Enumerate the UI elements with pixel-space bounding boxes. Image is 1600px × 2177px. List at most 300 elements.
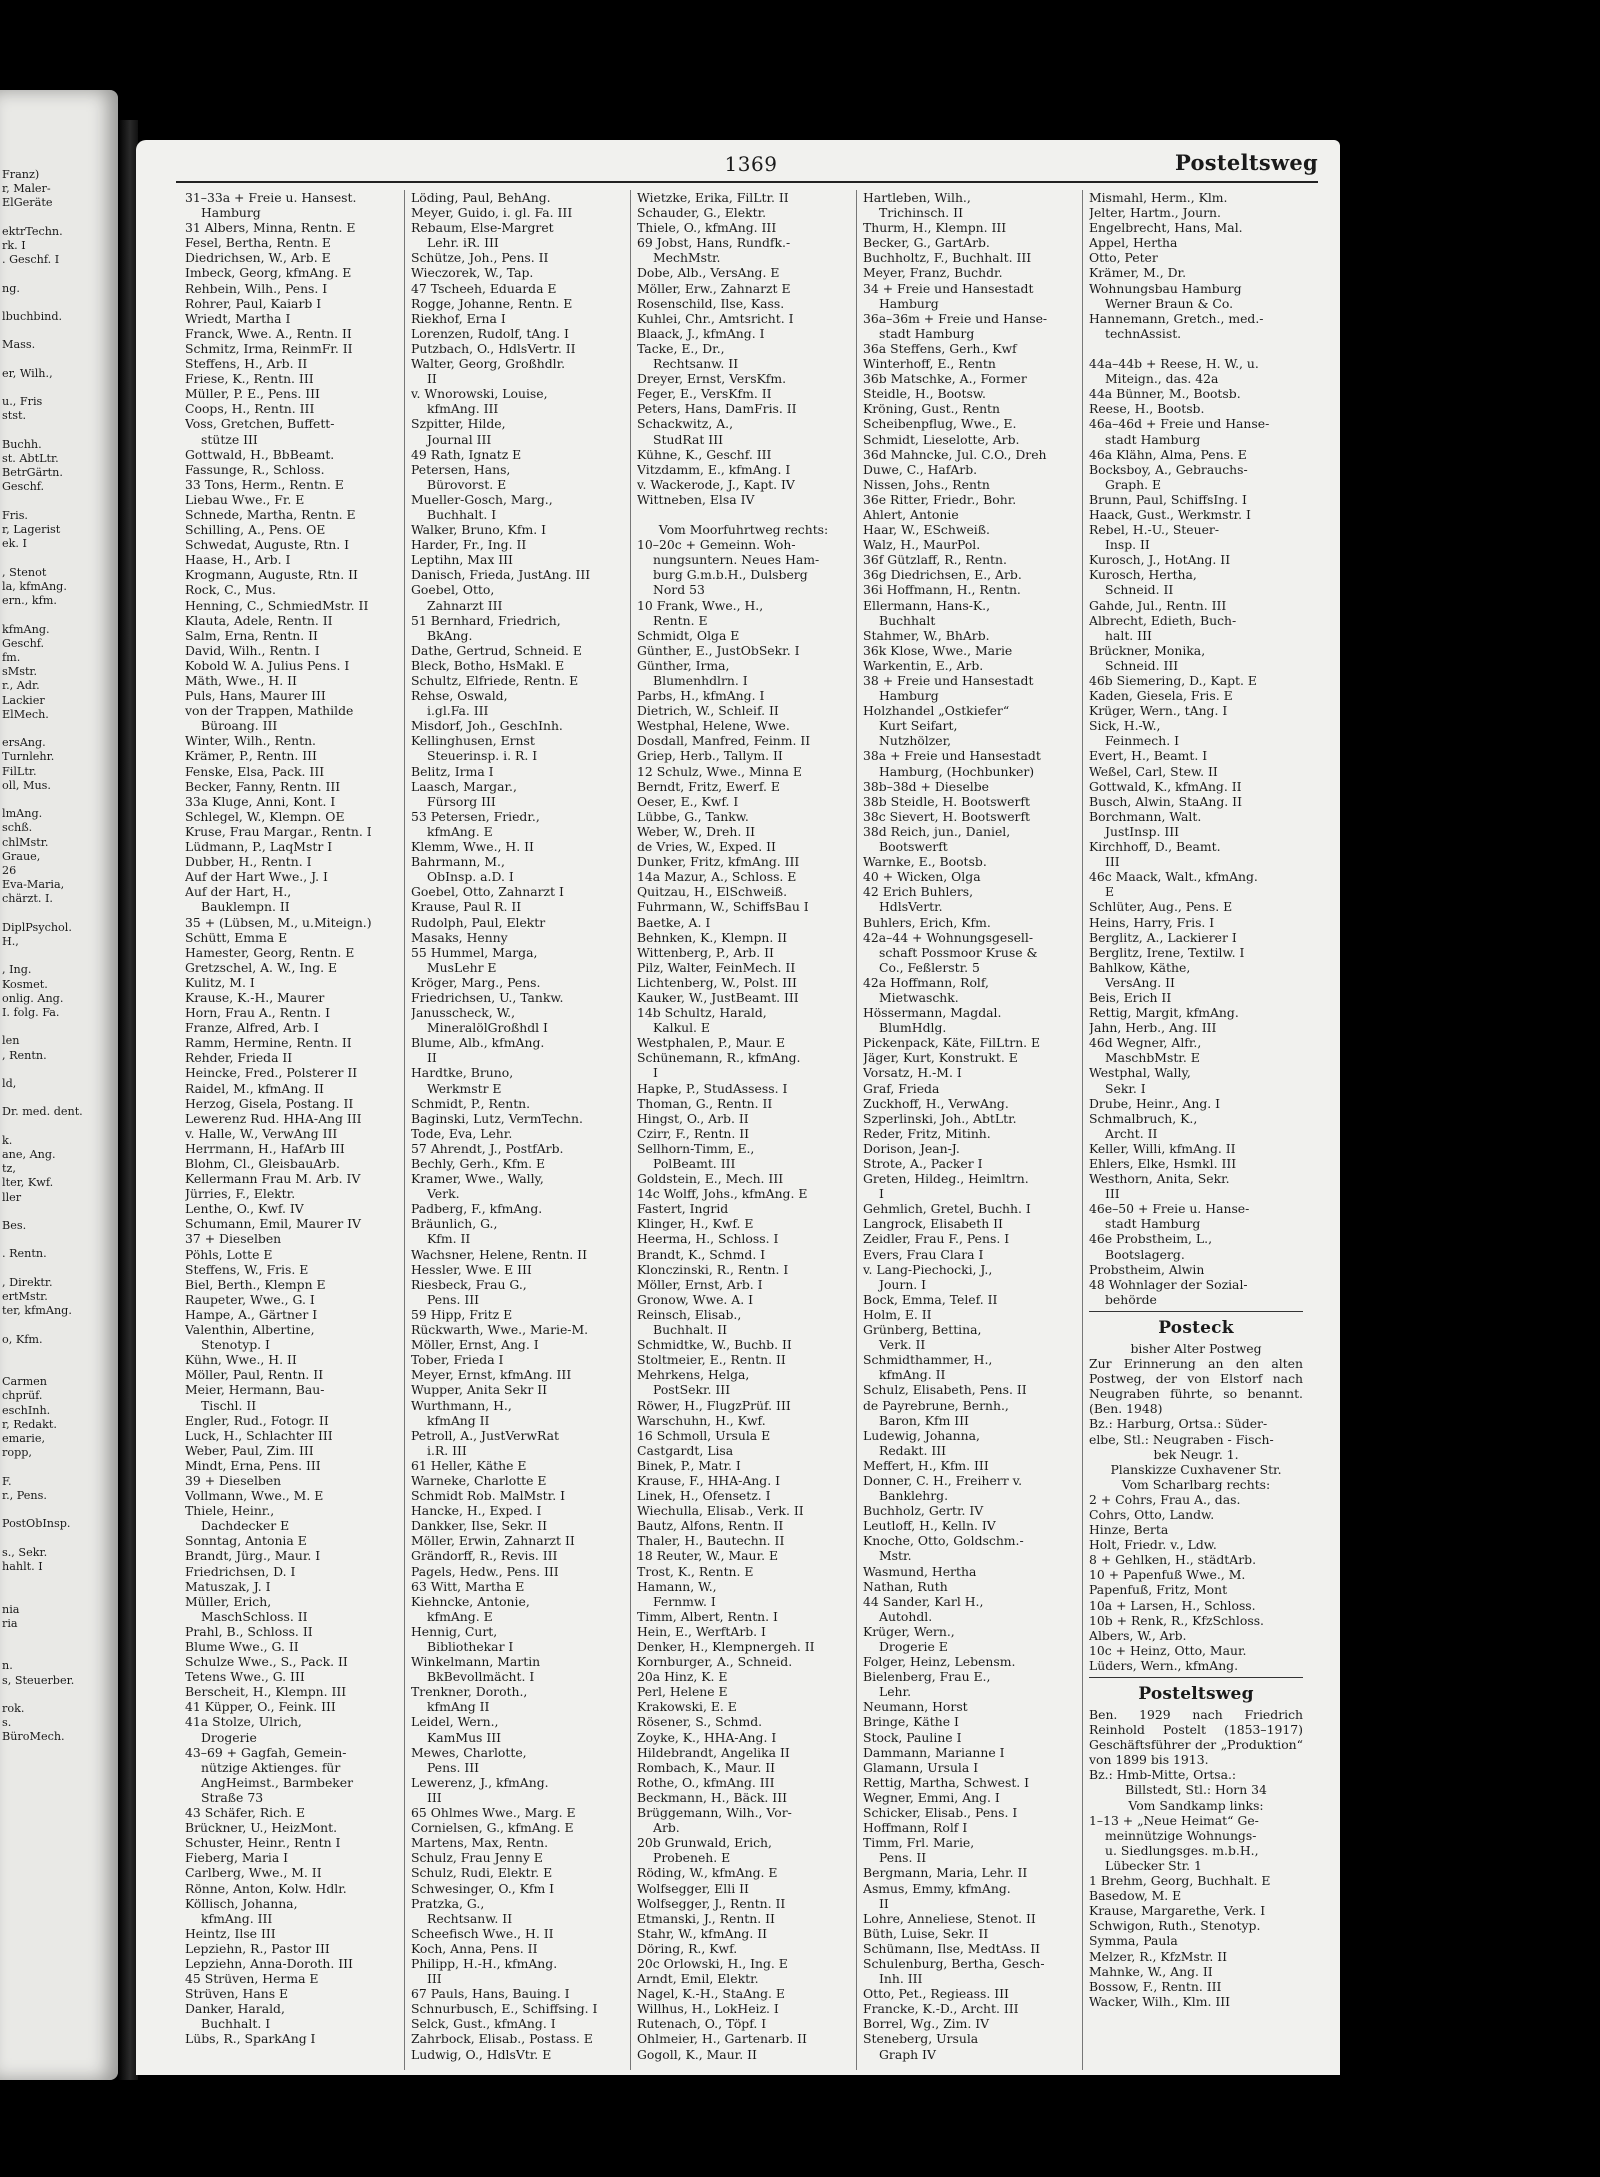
directory-entry: Lepziehn, Anna-Doroth. III xyxy=(185,1955,353,1971)
directory-entry: KamMus III xyxy=(427,1729,502,1745)
directory-entry: i.R. III xyxy=(427,1442,467,1458)
directory-entry: Graph. E xyxy=(1105,476,1162,492)
directory-entry: 34 + Freie und Hansestadt xyxy=(863,280,1034,296)
directory-entry: Werkmstr E xyxy=(427,1080,502,1096)
directory-entry: Leidel, Wern., xyxy=(411,1714,499,1730)
directory-entry: Müller, P. E., Pens. III xyxy=(185,386,320,402)
directory-entry: Meyer, Ernst, kfmAng. III xyxy=(411,1367,572,1383)
directory-columns xyxy=(179,190,1320,2070)
street-description: Ben. 1929 nach Friedrich Reinhold Postelt (1853–1917) Geschäftsführer der „Produktion“ von 1899 bis 1913. xyxy=(1089,1707,1303,1768)
left-fragment-line xyxy=(0,267,83,281)
directory-entry: Selck, Gust., kfmAng. I xyxy=(411,2016,556,2032)
directory-entry: 65 Ohlmes Wwe., Marg. E xyxy=(411,1805,576,1821)
directory-entry: 20b Grunwald, Erich, xyxy=(637,1835,772,1851)
directory-entry: 48 Wohnlager der Sozial- xyxy=(1089,1276,1248,1292)
directory-entry: Steffens, H., Arb. II xyxy=(185,356,308,372)
book-gutter xyxy=(118,120,138,2080)
directory-entry: Appel, Hertha xyxy=(1089,235,1178,251)
left-fragment-line xyxy=(0,495,83,509)
directory-entry: Weber, Paul, Zim. III xyxy=(185,1442,314,1458)
directory-entry: 69 Jobst, Hans, Rundfk.- xyxy=(637,235,791,251)
directory-entry: Winkelmann, Martin xyxy=(411,1654,541,1670)
directory-entry: Lehr. xyxy=(879,1684,912,1700)
directory-entry: Warschuhn, H., Kwf. xyxy=(637,1412,766,1428)
directory-entry: Wachsner, Helene, Rentn. II xyxy=(411,1246,587,1262)
directory-entry: Rombach, K., Maur. II xyxy=(637,1759,776,1775)
directory-entry: Journal III xyxy=(427,431,492,447)
directory-entry: Engelbrecht, Hans, Mal. xyxy=(1089,220,1243,236)
directory-entry: Schmidt, Lieselotte, Arb. xyxy=(863,431,1020,447)
directory-entry: BkAng. xyxy=(427,627,473,643)
directory-entry: Wasmund, Hertha xyxy=(863,1563,977,1579)
directory-entry: 49 Rath, Ignatz E xyxy=(411,446,522,462)
directory-entry: 38b–38d + Dieselbe xyxy=(863,778,989,794)
directory-entry: 36b Matschke, A., Former xyxy=(863,371,1027,387)
directory-entry: Wolfsegger, J., Rentn. II xyxy=(637,1895,786,1911)
directory-entry: Möller, Ernst, Arb. I xyxy=(637,1276,763,1292)
directory-entry: Basedow, M. E xyxy=(1089,1888,1182,1904)
directory-entry: Bechly, Gerh., Kfm. E xyxy=(411,1156,546,1171)
left-fragment-line: er, Wilh., xyxy=(2,366,53,380)
directory-entry: Belitz, Irma I xyxy=(411,763,494,779)
street-description: Zur Erinnerung an den alten Postweg, der von Elstorf nach Neugraben führte, so benannt. (Ben. 1948) xyxy=(1089,1356,1303,1417)
left-fragment-line xyxy=(0,1233,83,1247)
left-fragment-line xyxy=(0,1631,83,1645)
left-fragment-line xyxy=(0,324,83,338)
directory-entry: Brüggemann, Wilh., Vor- xyxy=(637,1805,792,1821)
directory-entry: 14c Wolff, Johs., kfmAng. E xyxy=(637,1186,808,1202)
directory-entry: Hardtke, Bruno, xyxy=(411,1065,514,1081)
directory-entry: Grünberg, Bettina, xyxy=(863,1322,982,1338)
directory-entry: 36a Steffens, Gerh., Kwf xyxy=(863,340,1017,356)
left-fragment-line: ng. xyxy=(2,281,20,295)
street-heading: Posteck xyxy=(1158,1317,1234,1338)
directory-entry: Rechtsanw. II xyxy=(653,356,739,372)
left-fragment-line xyxy=(0,1588,83,1602)
directory-entry: Schackwitz, A., xyxy=(637,416,734,432)
directory-entry: Rückwarth, Wwe., Marie-M. xyxy=(411,1322,589,1338)
directory-entry: Becker, Fanny, Rentn. III xyxy=(185,778,341,794)
directory-entry: Dobe, Alb., VersAng. E xyxy=(637,265,780,281)
left-fragment-line xyxy=(0,296,83,310)
left-fragment-line xyxy=(0,1645,83,1659)
directory-entry: 67 Pauls, Hans, Bauing. I xyxy=(411,1986,570,2002)
directory-entry: 20a Hinz, K. E xyxy=(637,1669,728,1685)
directory-entry: Möller, Paul, Rentn. II xyxy=(185,1367,324,1383)
directory-entry: Klinger, H., Kwf. E xyxy=(637,1216,754,1232)
directory-entry: Pens. III xyxy=(427,1291,480,1307)
directory-entry: Köllisch, Johanna, xyxy=(185,1895,298,1911)
directory-entry: technAssist. xyxy=(1105,325,1182,341)
left-fragment-line: onlig. Ang. xyxy=(2,991,64,1005)
left-fragment-line: oll, Mus. xyxy=(2,778,51,792)
directory-entry: 46e–50 + Freie u. Hanse- xyxy=(1089,1201,1250,1217)
directory-entry: III xyxy=(1105,854,1120,870)
directory-entry: Voss, Gretchen, Buffett- xyxy=(185,416,335,432)
directory-entry: Gogoll, K., Maur. II xyxy=(637,2046,757,2062)
directory-entry: Matuszak, J. I xyxy=(185,1578,271,1594)
directory-entry: Banklehrg. xyxy=(879,1488,949,1504)
directory-entry: Baginski, Lutz, VermTechn. xyxy=(411,1110,583,1126)
directory-entry: 10a + Larsen, H., Schloss. xyxy=(1089,1597,1256,1613)
directory-entry: Müller, Erich, xyxy=(185,1593,272,1609)
directory-entry: Fesel, Bertha, Rentn. E xyxy=(185,235,331,251)
directory-entry: Coops, H., Rentn. III xyxy=(185,401,315,417)
left-fragment-line: lbuchbind. xyxy=(2,310,63,324)
directory-entry: Rösener, S., Schmd. xyxy=(637,1714,763,1730)
directory-entry: Dunker, Fritz, kfmAng. III xyxy=(637,854,800,870)
directory-entry: Engler, Rud., Fotogr. II xyxy=(185,1412,329,1428)
left-fragment-line xyxy=(0,1688,83,1702)
directory-entry: Vom Moorfuhrtweg rechts: xyxy=(658,522,829,538)
left-fragment-line xyxy=(0,722,83,736)
directory-entry: Willhus, H., LokHeiz. I xyxy=(637,2001,779,2017)
directory-entry: Nagel, K.-H., StaAng. E xyxy=(637,1986,785,2002)
directory-entry: Laasch, Margar., xyxy=(411,778,517,794)
left-fragment-line: ektrTechn. xyxy=(2,224,63,238)
directory-entry: Hamburg xyxy=(879,688,939,704)
directory-entry: Schumann, Emil, Maurer IV xyxy=(185,1216,361,1232)
directory-entry: Buchholz, Gertr. IV xyxy=(863,1503,984,1519)
directory-entry: 59 Hipp, Fritz E xyxy=(411,1306,513,1322)
directory-entry: Dammann, Marianne I xyxy=(863,1744,1005,1760)
directory-entry: Strote, A., Packer I xyxy=(863,1156,983,1171)
left-fragment-line: s, Steuerber. xyxy=(2,1673,75,1687)
left-fragment-line: r., Pens. xyxy=(2,1488,47,1502)
left-fragment-line: , Direktr. xyxy=(2,1275,53,1289)
directory-entry: Beis, Erich II xyxy=(1089,989,1172,1005)
directory-entry: Pratzka, G., xyxy=(411,1895,485,1911)
directory-entry: Büroang. III xyxy=(201,718,278,734)
directory-entry: MaschSchloss. II xyxy=(201,1608,308,1624)
directory-entry: Schütze, Joh., Pens. II xyxy=(411,250,549,266)
directory-entry: Blaack, J., kfmAng. I xyxy=(637,325,765,341)
directory-entry: 43–69 + Gagfah, Gemein- xyxy=(185,1744,347,1760)
directory-entry: Jahn, Herb., Ang. III xyxy=(1089,1020,1217,1036)
directory-entry: behörde xyxy=(1105,1291,1157,1307)
directory-entry: Graf, Frieda xyxy=(863,1080,940,1096)
directory-entry: 33 Tons, Herm., Rentn. E xyxy=(185,476,344,492)
directory-entry: Hamburg xyxy=(201,205,261,221)
directory-entry: Lorenzen, Rudolf, tAng. I xyxy=(411,325,569,341)
directory-entry: 44a–44b + Reese, H. W., u. xyxy=(1089,356,1259,372)
directory-entry: Mismahl, Herm., Klm. xyxy=(1089,190,1228,205)
directory-entry: Rönne, Anton, Kolw. Hdlr. xyxy=(185,1880,347,1896)
directory-entry: Schuster, Heinr., Rentn I xyxy=(185,1835,341,1851)
directory-entry: Wacker, Wilh., Klm. III xyxy=(1089,1993,1231,2009)
directory-entry: Thurm, H., Klempn. III xyxy=(863,220,1007,236)
directory-entry: III xyxy=(427,1971,442,1987)
column-2 xyxy=(405,190,631,2070)
directory-entry: 40 + Wicken, Olga xyxy=(863,869,981,885)
left-fragment-line: Eva-Maria, xyxy=(2,878,65,892)
directory-entry: Mäth, Wwe., H. II xyxy=(185,673,297,688)
directory-entry: Schümann, Ilse, MedtAss. II xyxy=(863,1940,1041,1956)
header-rule xyxy=(176,181,1318,183)
directory-entry: Hartleben, Wilh., xyxy=(863,190,971,205)
left-fragment-line xyxy=(0,1532,83,1546)
directory-entry: StudRat III xyxy=(653,431,723,447)
directory-entry: 10c + Heinz, Otto, Maur. xyxy=(1089,1642,1247,1658)
directory-entry: PostSekr. III xyxy=(653,1382,731,1398)
directory-entry: Kühn, Wwe., H. II xyxy=(185,1352,297,1368)
directory-entry: Gahde, Jul., Rentn. III xyxy=(1089,597,1227,613)
directory-entry: Baetke, A. I xyxy=(637,914,711,930)
directory-entry: 44a Bünner, M., Bootsb. xyxy=(1089,386,1241,402)
left-fragment-line: emarie, xyxy=(2,1432,46,1446)
directory-entry: Blume, Alb., kfmAng. xyxy=(411,1035,545,1051)
directory-entry: Rohrer, Paul, Kaiarb I xyxy=(185,295,322,311)
left-fragment-line: rok. xyxy=(2,1701,25,1715)
directory-entry: Dietrich, W., Schleif. II xyxy=(637,703,779,719)
left-fragment-line: len xyxy=(2,1034,20,1048)
directory-entry: Kellermann Frau M. Arb. IV xyxy=(185,1171,361,1187)
directory-entry: Bräunlich, G., xyxy=(411,1216,498,1232)
directory-entry: Langrock, Elisabeth II xyxy=(863,1216,1003,1232)
directory-entry: Bergmann, Maria, Lehr. II xyxy=(863,1865,1028,1881)
directory-entry: Bock, Emma, Telef. II xyxy=(863,1291,998,1307)
directory-entry: Friedrichsen, U., Tankw. xyxy=(411,989,564,1005)
directory-entry: Lepziehn, R., Pastor III xyxy=(185,1940,330,1956)
directory-entry: Haack, Gust., Werkmstr. I xyxy=(1089,506,1251,522)
directory-entry: Szperlinski, Joh., AbtLtr. xyxy=(863,1110,1017,1126)
directory-entry: Rothe, O., kfmAng. III xyxy=(637,1774,775,1790)
directory-entry: Schmidt Rob. MalMstr. I xyxy=(411,1488,565,1504)
directory-entry: Günther, Irma, xyxy=(637,657,730,673)
directory-entry: Buchhalt. I xyxy=(427,506,497,522)
directory-entry: 46a–46d + Freie und Hanse- xyxy=(1089,416,1270,432)
left-fragment-line: k. xyxy=(2,1133,13,1147)
directory-entry: Blume Wwe., G. II xyxy=(185,1639,299,1654)
directory-entry: Bahlkow, Käthe, xyxy=(1089,959,1191,975)
directory-entry: Möller, Ernst, Ang. I xyxy=(411,1337,539,1353)
directory-entry: Hessler, Wwe. E III xyxy=(411,1261,532,1277)
directory-entry: Rudolph, Paul, Elektr xyxy=(411,914,546,930)
directory-entry: Albers, W., Arb. xyxy=(1089,1627,1187,1643)
directory-entry: kfmAng. E xyxy=(427,823,493,839)
directory-entry: Jelter, Hartm., Journ. xyxy=(1089,205,1221,221)
directory-entry: Westphal, Wally, xyxy=(1089,1065,1191,1081)
directory-entry: Mueller-Gosch, Marg., xyxy=(411,491,553,507)
left-fragment-line: u., Fris xyxy=(2,395,43,409)
directory-entry: Lehr. iR. III xyxy=(427,235,499,251)
directory-entry: Warnke, E., Bootsb. xyxy=(863,854,987,870)
directory-entry: Brückner, Monika, xyxy=(1089,642,1206,658)
directory-entry: 31–33a + Freie u. Hansest. xyxy=(185,190,357,205)
directory-entry: Schmidt, Olga E xyxy=(637,627,740,643)
directory-entry: 14b Schultz, Harald, xyxy=(637,1005,767,1021)
directory-entry: Schneid. II xyxy=(1105,582,1174,598)
directory-entry: Kröning, Gust., Rentn xyxy=(863,401,1001,417)
directory-entry: Donner, C. H., Freiherr v. xyxy=(863,1472,1023,1488)
left-fragment-line xyxy=(0,949,83,963)
left-fragment-line: , Ing. xyxy=(2,963,32,977)
directory-entry: Cohrs, Otto, Landw. xyxy=(1089,1506,1215,1522)
directory-entry: Warneke, Charlotte E xyxy=(411,1472,547,1488)
directory-entry: Arndt, Emil, Elektr. xyxy=(637,1971,759,1987)
directory-entry: Hamester, Georg, Rentn. E xyxy=(185,944,355,960)
directory-entry: Horn, Frau A., Rentn. I xyxy=(185,1005,331,1021)
directory-entry: Grändorff, R., Revis. III xyxy=(411,1548,558,1564)
directory-entry: Holm, E. II xyxy=(863,1306,932,1322)
directory-entry: Cornielsen, G., kfmAng. E xyxy=(411,1820,574,1836)
directory-entry: Blumenhdlrn. I xyxy=(653,673,748,688)
directory-entry: 47 Tscheeh, Eduarda E xyxy=(411,280,557,296)
directory-entry: Knoche, Otto, Goldschm.- xyxy=(863,1533,1024,1549)
directory-entry: I xyxy=(879,1186,884,1202)
directory-entry: 42a–44 + Wohnungsgesell- xyxy=(863,929,1034,945)
directory-entry: 38d Reich, jun., Daniel, xyxy=(863,823,1011,839)
directory-entry: 36f Gützlaff, R., Rentn. xyxy=(863,552,1007,568)
directory-entry xyxy=(1089,341,1303,356)
directory-entry: Verk. xyxy=(427,1186,460,1202)
directory-entry: Pagels, Hedw., Pens. III xyxy=(411,1563,559,1579)
directory-entry: Evers, Frau Clara I xyxy=(863,1246,984,1262)
directory-entry: 33a Kluge, Anni, Kont. I xyxy=(185,793,336,809)
directory-entry: Szpitter, Hilde, xyxy=(411,416,506,432)
directory-entry: v. Halle, W., VerwAng III xyxy=(185,1125,338,1141)
directory-entry: Busch, Alwin, StaAng. II xyxy=(1089,793,1242,809)
directory-entry: Padberg, F., kfmAng. xyxy=(411,1201,543,1217)
left-page-edge xyxy=(0,90,118,2080)
directory-entry: Mietwaschk. xyxy=(879,989,959,1005)
directory-entry: Arb. xyxy=(653,1820,680,1836)
directory-entry: Binek, P., Matr. I xyxy=(637,1457,741,1473)
directory-entry: Trost, K., Rentn. E xyxy=(637,1563,754,1579)
directory-entry: 41a Stolze, Ulrich, xyxy=(185,1714,302,1730)
directory-entry: Rogge, Johanne, Rentn. E xyxy=(411,295,573,311)
directory-entry: 36i Hoffmann, H., Rentn. xyxy=(863,582,1021,598)
directory-entry: Weber, W., Dreh. II xyxy=(637,823,755,839)
directory-entry: Ludwig, O., HdlsVtr. E xyxy=(411,2046,552,2062)
directory-entry: Neumann, Horst xyxy=(863,1699,968,1715)
left-fragment-line: , Rentn. xyxy=(2,1048,47,1062)
directory-entry: halt. III xyxy=(1105,627,1152,643)
directory-entry: Scheefisch Wwe., H. II xyxy=(411,1925,554,1941)
directory-entry: Rettig, Margit, kfmAng. xyxy=(1089,1005,1239,1021)
directory-entry: 1 Brehm, Georg, Buchhalt. E xyxy=(1089,1873,1271,1889)
directory-entry: Lüdmann, P., LaqMstr I xyxy=(185,839,333,855)
directory-entry: kfmAng II xyxy=(427,1412,490,1428)
directory-entry: 46b Siemering, D., Kapt. E xyxy=(1089,673,1257,688)
left-fragment-line: nia xyxy=(2,1602,20,1616)
directory-entry: Stock, Pauline I xyxy=(863,1729,962,1745)
left-fragment-line: Kosmet. xyxy=(2,977,48,991)
directory-entry: III xyxy=(427,1789,442,1805)
directory-entry: Krause, K.-H., Maurer xyxy=(185,989,325,1005)
directory-entry: Wieczorek, W., Tap. xyxy=(411,265,534,281)
directory-entry: Hamburg xyxy=(879,295,939,311)
left-fragment-line xyxy=(0,907,83,921)
directory-entry: Lewerenz Rud. HHA-Ang III xyxy=(185,1110,362,1126)
directory-entry: 46e Probstheim, L., xyxy=(1089,1231,1213,1247)
directory-entry: II xyxy=(427,1050,437,1066)
directory-entry: Goebel, Otto, xyxy=(411,582,495,598)
directory-entry: Gretzschel, A. W., Ing. E xyxy=(185,959,338,975)
left-fragment-line xyxy=(0,1205,83,1219)
directory-entry: Schauder, G., Elektr. xyxy=(637,205,767,221)
directory-entry: Warkentin, E., Arb. xyxy=(863,657,984,673)
directory-entry: Valenthin, Albertine, xyxy=(185,1322,315,1338)
directory-entry: Bielenberg, Frau E., xyxy=(863,1669,991,1685)
directory-entry: Stenotyp. I xyxy=(201,1337,270,1353)
directory-entry: Wohnungsbau Hamburg xyxy=(1089,280,1242,296)
left-fragment-line xyxy=(0,1503,83,1517)
directory-entry: Westphal, Helene, Wwe. xyxy=(637,718,790,734)
directory-entry: schaft Possmoor Kruse & xyxy=(879,944,1038,960)
directory-entry: Rock, C., Mus. xyxy=(185,582,276,598)
directory-entry: Krause, F., HHA-Ang. I xyxy=(637,1472,780,1488)
directory-entry: Krogmann, Auguste, Rtn. II xyxy=(185,567,358,583)
directory-entry: Meffert, H., Kfm. III xyxy=(863,1457,989,1473)
directory-entry: Gottwald, H., BbBeamt. xyxy=(185,446,335,462)
left-fragment-line xyxy=(0,353,83,367)
left-fragment-line: o, Kfm. xyxy=(2,1332,43,1346)
directory-entry: Autohdl. xyxy=(879,1608,933,1624)
directory-entry: Drogerie xyxy=(201,1729,257,1745)
left-fragment-line: BüroMech. xyxy=(2,1730,65,1744)
left-fragment-line: ern., kfm. xyxy=(2,594,57,608)
directory-entry: Mstr. xyxy=(879,1548,912,1564)
directory-entry: Reese, H., Bootsb. xyxy=(1089,401,1205,417)
left-fragment-line: eschInh. xyxy=(2,1403,51,1417)
directory-entry: stütze III xyxy=(201,431,258,447)
directory-entry: Vollmann, Wwe., M. E xyxy=(185,1488,324,1504)
directory-entry: v. Wnorowski, Louise, xyxy=(411,386,548,402)
directory-entry: Hössermann, Magdal. xyxy=(863,1005,1002,1021)
directory-entry: 53 Petersen, Friedr., xyxy=(411,808,540,824)
directory-entry: Verk. II xyxy=(879,1337,926,1353)
directory-entry: Krause, Paul R. II xyxy=(411,899,522,915)
left-fragment-line: chlMstr. xyxy=(2,835,49,849)
directory-entry: Baron, Kfm III xyxy=(879,1412,969,1428)
directory-entry: Steffens, W., Fris. E xyxy=(185,1261,309,1277)
directory-entry: Bringe, Käthe I xyxy=(863,1714,959,1730)
directory-entry: MechMstr. xyxy=(653,250,721,266)
directory-entry: Tacke, E., Dr., xyxy=(637,340,725,356)
directory-entry: 38 + Freie und Hansestadt xyxy=(863,673,1034,688)
directory-entry: Drube, Heinr., Ang. I xyxy=(1089,1095,1221,1111)
left-fragment-line: Lackier xyxy=(2,693,45,707)
directory-entry: Perl, Helene E xyxy=(637,1684,728,1700)
directory-entry: Diedrichsen, W., Arb. E xyxy=(185,250,331,266)
directory-entry: Salm, Erna, Rentn. II xyxy=(185,627,318,643)
directory-entry: Vom Sandkamp links: xyxy=(1128,1797,1264,1813)
directory-entry: Kobold W. A. Julius Pens. I xyxy=(185,657,350,673)
directory-entry: Feger, E., VersKfm. II xyxy=(637,386,772,402)
left-fragment-line: kfmAng. xyxy=(2,622,50,636)
directory-entry: 37 + Dieselben xyxy=(185,1231,282,1247)
left-fragment-line xyxy=(0,1347,83,1361)
directory-entry: Vitzdamm, E., kfmAng. I xyxy=(637,461,791,477)
running-head: Posteltsweg xyxy=(1174,150,1318,175)
column-3 xyxy=(631,190,857,2070)
directory-entry: Schmitz, Irma, ReinmFr. II xyxy=(185,340,353,356)
directory-entry: Brückner, U., HeizMont. xyxy=(185,1820,338,1836)
left-fragment-line xyxy=(0,1361,83,1375)
directory-entry: Kurosch, J., HotAng. II xyxy=(1089,552,1231,568)
directory-entry: Stoltmeier, E., Rentn. II xyxy=(637,1352,786,1368)
directory-entry: 10 + Papenfuß Wwe., M. xyxy=(1089,1567,1246,1583)
directory-entry: Buhlers, Erich, Kfm. xyxy=(863,914,991,930)
directory-entry: Bibliothekar I xyxy=(427,1639,514,1654)
directory-entry: Sekr. I xyxy=(1105,1080,1146,1096)
directory-entry: Archt. II xyxy=(1105,1125,1158,1141)
directory-entry: Hapke, P., StudAssess. I xyxy=(637,1080,788,1096)
left-fragment-line: Turnlehr. xyxy=(2,750,55,764)
directory-entry: Bz.: Hmb-Mitte, Ortsa.: xyxy=(1089,1767,1237,1783)
directory-entry: 35 + (Lübsen, M., u.Miteign.) xyxy=(185,914,372,930)
